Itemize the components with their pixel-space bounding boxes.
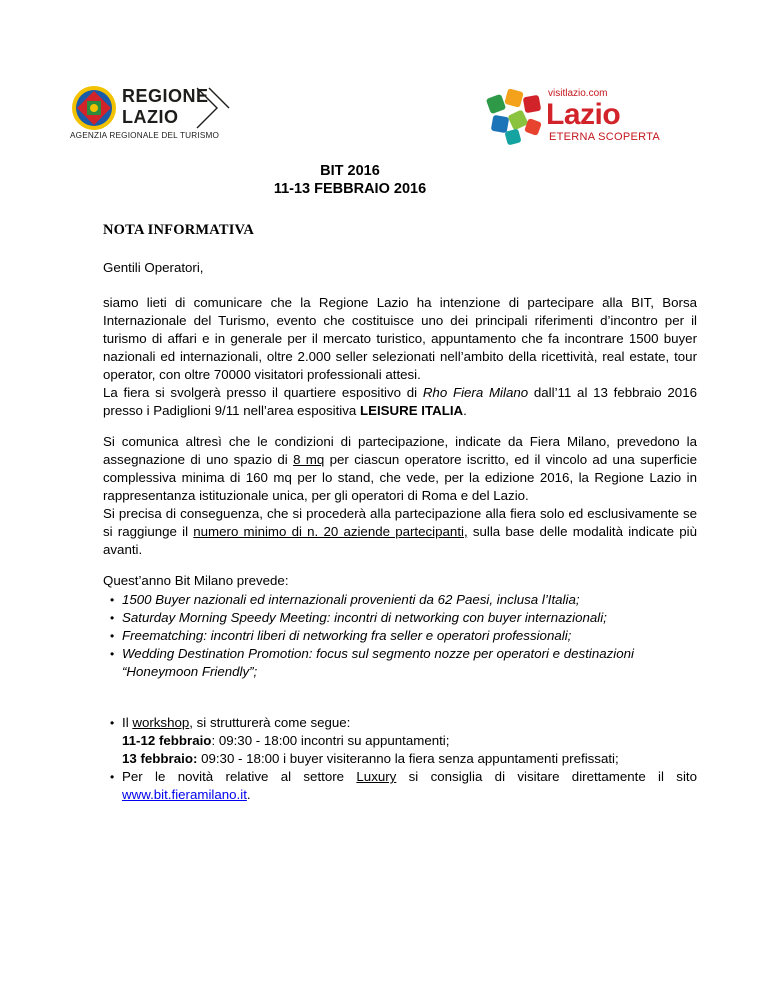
regione-lazio-logo: [70, 80, 230, 146]
fair-text-end: .: [463, 403, 467, 418]
bit-fiera-link[interactable]: www.bit.fieramilano.it: [122, 787, 247, 802]
luxury-word: Luxury: [356, 769, 397, 784]
minimum-text-pre: Si precisa di conseguenza, che si procederà alla partecipazione alla fiera solo ed esclusivamente se si raggiunge il: [103, 506, 697, 539]
minimum-text-post: sulla base delle modalità indicate più avanti.: [103, 524, 697, 557]
features-list: [103, 591, 697, 681]
intro-paragraph: [103, 294, 697, 420]
day1-label: 11-12 febbraio: [122, 733, 212, 748]
document-subtitle: 11-13 FEBBRAIO 2016: [273, 181, 427, 197]
list-item: • Wedding Destination Promotion: focus sul segmento nozze per operatori e destinazioni “Honeymoon Friendly”;: [110, 646, 634, 679]
visitlazio-mosaic-icon: [486, 88, 546, 148]
fair-text-mid: dall’11 al 13 febbraio 2016 presso i Padiglioni 9/11 nell’area espositiva: [103, 385, 697, 418]
visitlazio-logo: [486, 88, 662, 148]
day2-label: 13 febbraio:: [122, 751, 198, 766]
regione-logo-agency: AGENZIA REGIONALE DEL TURISMO: [70, 131, 220, 140]
bullet-icon: •: [110, 611, 115, 625]
visitlazio-site: visitlazio.com: [548, 88, 608, 99]
conditions-paragraph: [103, 433, 697, 559]
regione-chevron-icon: [195, 86, 235, 130]
list-item: • Freematching: incontri liberi di networking fra seller e operatori professionali;: [110, 628, 572, 643]
bullet-icon: •: [110, 770, 115, 784]
workshop-list: [103, 714, 697, 804]
visitlazio-brand: Lazio: [546, 98, 621, 131]
workshop-word: workshop: [132, 715, 190, 730]
fair-area: LEISURE ITALIA: [359, 403, 464, 418]
conditions-text-post: per ciascun operatore iscritto, ed il vincolo ad una superficie complessiva minima di 160 mq per lo stand, che vede, per la edizione 2016, la Regione Lazio in rappresentanza istituzionale unica, per gli operatori di Roma e del Lazio.: [103, 452, 697, 503]
intro-text: siamo lieti di comunicare che la Regione Lazio ha intenzione di partecipare alla BIT, Borsa Internazionale del Turismo, evento che costituisce uno dei principali riferimenti d’incontro per il turismo di affari e in generale per il mercato turistico, appuntamento che fa incontrare 1500 buyer nazionali ed internazionali, oltre 2.000 seller selezionati nell’ambito della ricettività, real estate, tour operator, con oltre 70000 visitatori professionali attesi.: [103, 295, 697, 382]
greeting: Gentili Operatori,: [103, 260, 204, 275]
visitlazio-tagline: ETERNA SCOPERTA: [549, 131, 661, 143]
space-size: 8 mq: [293, 452, 325, 467]
list-item: • Saturday Morning Speedy Meeting: incontri di networking con buyer internazionali;: [110, 610, 607, 625]
section-heading: NOTA INFORMATIVA: [103, 222, 255, 238]
bullet-icon: •: [110, 716, 115, 730]
document-title: BIT 2016: [320, 163, 380, 179]
bullet-icon: •: [110, 593, 115, 607]
conditions-text-pre: Si comunica altresì che le condizioni di partecipazione, indicate da Fiera Milano, prevedono la assegnazione di uno spazio di: [103, 434, 697, 467]
fair-place: Rho Fiera Milano: [422, 385, 529, 400]
minimum-companies: numero minimo di n. 20 aziende partecipanti,: [193, 524, 468, 539]
bullet-icon: •: [110, 629, 115, 643]
list-item: • Il workshop, si strutturerà come segue: 11-12 febbraio: 09:30 - 18:00 incontri su appuntamenti; 13 febbraio: 09:30 - 18:00 i buyer visiteranno la fiera senza appuntamenti prefissati;: [110, 715, 619, 766]
regione-logo-line1: REGIONE: [122, 86, 209, 106]
regione-logo-line2: LAZIO: [122, 107, 179, 127]
features-intro: Quest’anno Bit Milano prevede:: [103, 573, 289, 588]
fair-text-pre: La fiera si svolgerà presso il quartiere espositivo di: [103, 385, 423, 400]
list-item: • 1500 Buyer nazionali ed internazionali provenienti da 62 Paesi, inclusa l’Italia;: [110, 592, 580, 607]
list-item: • Per le novità relative al settore Luxury si consiglia di visitare direttamente il sito www.bit.fieramilano.it.: [110, 769, 697, 802]
bullet-icon: •: [110, 647, 115, 661]
regione-emblem-icon: [70, 84, 118, 132]
